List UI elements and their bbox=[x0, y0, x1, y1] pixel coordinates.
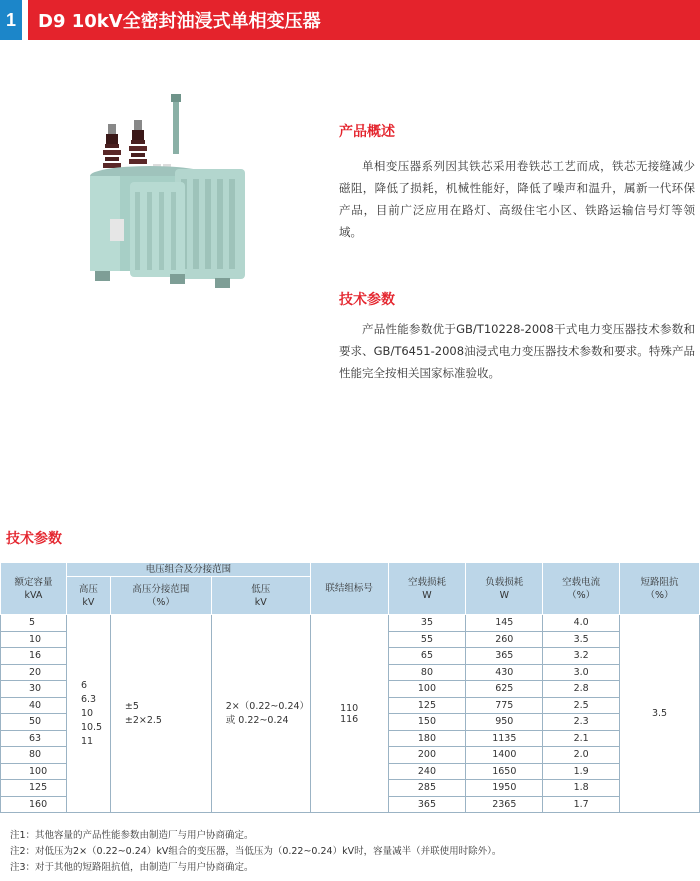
cell-current: 4.0 bbox=[543, 615, 620, 632]
cell-noload: 100 bbox=[388, 681, 466, 698]
cell-impedance: 3.5 bbox=[620, 615, 700, 813]
cell-tap-value: ±2×2.5 bbox=[124, 714, 162, 726]
cell-capacity: 100 bbox=[1, 763, 67, 780]
cell-noload: 365 bbox=[388, 796, 466, 813]
parameters-table bbox=[0, 562, 700, 813]
cell-load: 1135 bbox=[466, 730, 543, 747]
cell-noload: 55 bbox=[388, 631, 466, 648]
cell-load: 365 bbox=[466, 648, 543, 665]
header-hv: 高压 kV bbox=[66, 577, 110, 615]
cell-load: 950 bbox=[466, 714, 543, 731]
cell-hv bbox=[66, 615, 110, 813]
cell-noload: 285 bbox=[388, 780, 466, 797]
note-1: 注1：其他容量的产品性能参数由制造厂与用户协商确定。 bbox=[10, 830, 254, 841]
cell-hv-value: 6.3 bbox=[80, 693, 97, 705]
header-lv: 低压 kV bbox=[211, 577, 310, 615]
cell-connection-value: 116 bbox=[340, 713, 359, 725]
header-noload-current: 空载电流 （%） bbox=[543, 563, 620, 615]
cell-hv-value: 11 bbox=[80, 735, 94, 747]
cell-current: 3.0 bbox=[543, 664, 620, 681]
cell-noload: 35 bbox=[388, 615, 466, 632]
cell-current: 3.2 bbox=[543, 648, 620, 665]
cell-current: 3.5 bbox=[543, 631, 620, 648]
page-header bbox=[0, 0, 700, 40]
cell-noload: 200 bbox=[388, 747, 466, 764]
cell-capacity: 16 bbox=[1, 648, 67, 665]
overview-text: 单相变压器系列因其铁芯采用卷铁芯工艺而成，铁芯无接缝减少磁阻，降低了损耗，机械性能好，降低了噪声和温升，属新一代环保产品，目前广泛应用在路灯、高级住宅小区、铁路运输信号灯等领域。 bbox=[339, 159, 695, 239]
cell-current: 1.9 bbox=[543, 763, 620, 780]
cell-connection bbox=[310, 615, 388, 813]
bushing-left bbox=[103, 124, 121, 168]
cell-load: 1650 bbox=[466, 763, 543, 780]
overview-title: 产品概述 bbox=[339, 124, 395, 140]
table-row bbox=[1, 615, 700, 632]
note-2: 注2：对低压为2×（0.22~0.24）kV组合的变压器，当低压为（0.22~0.24）kV时，容量减半（并联使用时除外）。 bbox=[10, 846, 502, 857]
cell-connection-value: 110 bbox=[340, 702, 359, 714]
header-tap: 高压分接范围 （%） bbox=[110, 577, 211, 615]
header-connection: 联结组标号 bbox=[310, 563, 388, 615]
cell-noload: 65 bbox=[388, 648, 466, 665]
section-number: 1 bbox=[0, 0, 22, 40]
page-title: D9 10kV全密封油浸式单相变压器 bbox=[28, 0, 700, 40]
cell-hv-value: 10 bbox=[80, 707, 94, 719]
cell-capacity: 30 bbox=[1, 681, 67, 698]
cell-noload: 240 bbox=[388, 763, 466, 780]
cell-capacity: 5 bbox=[1, 615, 67, 632]
cell-capacity: 63 bbox=[1, 730, 67, 747]
cell-load: 1400 bbox=[466, 747, 543, 764]
header-load-loss: 负载损耗 W bbox=[466, 563, 543, 615]
cell-capacity: 40 bbox=[1, 697, 67, 714]
cell-load: 430 bbox=[466, 664, 543, 681]
cell-current: 2.1 bbox=[543, 730, 620, 747]
cell-load: 1950 bbox=[466, 780, 543, 797]
cell-load: 260 bbox=[466, 631, 543, 648]
notes bbox=[0, 828, 700, 876]
cell-noload: 150 bbox=[388, 714, 466, 731]
cell-current: 2.8 bbox=[543, 681, 620, 698]
cell-current: 1.7 bbox=[543, 796, 620, 813]
header-capacity: 额定容量 kVA bbox=[1, 563, 67, 615]
cell-load: 145 bbox=[466, 615, 543, 632]
cell-lv-value: 或 0.22~0.24 bbox=[225, 714, 289, 726]
cell-noload: 180 bbox=[388, 730, 466, 747]
cell-load: 625 bbox=[466, 681, 543, 698]
note-3: 注3：对于其他的短路阻抗值，由制造厂与用户协商确定。 bbox=[10, 862, 254, 873]
tech-title: 技术参数 bbox=[339, 292, 395, 308]
bushing-right bbox=[129, 120, 147, 164]
transformer-image bbox=[75, 94, 260, 294]
cell-current: 1.8 bbox=[543, 780, 620, 797]
cell-tap bbox=[110, 615, 211, 813]
cell-hv-value: 10.5 bbox=[80, 721, 103, 733]
cell-capacity: 10 bbox=[1, 631, 67, 648]
cell-capacity: 50 bbox=[1, 714, 67, 731]
cell-capacity: 20 bbox=[1, 664, 67, 681]
cell-capacity: 125 bbox=[1, 780, 67, 797]
cell-current: 2.3 bbox=[543, 714, 620, 731]
cell-current: 2.0 bbox=[543, 747, 620, 764]
cell-hv-value: 6 bbox=[80, 679, 87, 691]
header-noload-loss: 空载损耗 W bbox=[388, 563, 466, 615]
cell-current: 2.5 bbox=[543, 697, 620, 714]
cell-capacity: 80 bbox=[1, 747, 67, 764]
cell-capacity: 160 bbox=[1, 796, 67, 813]
table-title: 技术参数 bbox=[6, 531, 62, 547]
cell-load: 775 bbox=[466, 697, 543, 714]
cell-noload: 125 bbox=[388, 697, 466, 714]
cell-lv-value: 2×（0.22~0.24） bbox=[225, 700, 310, 712]
cell-load: 2365 bbox=[466, 796, 543, 813]
tech-text: 产品性能参数优于GB/T10228-2008干式电力变压器技术参数和要求、GB/T6451-2008油浸式电力变压器技术参数和要求。特殊产品性能完全按相关国家标准验收。 bbox=[339, 322, 695, 380]
header-voltage-group: 电压组合及分接范围 bbox=[66, 563, 310, 577]
header-impedance: 短路阻抗 （%） bbox=[620, 563, 700, 615]
cell-lv bbox=[211, 615, 310, 813]
cell-tap-value: ±5 bbox=[124, 700, 139, 712]
cell-noload: 80 bbox=[388, 664, 466, 681]
